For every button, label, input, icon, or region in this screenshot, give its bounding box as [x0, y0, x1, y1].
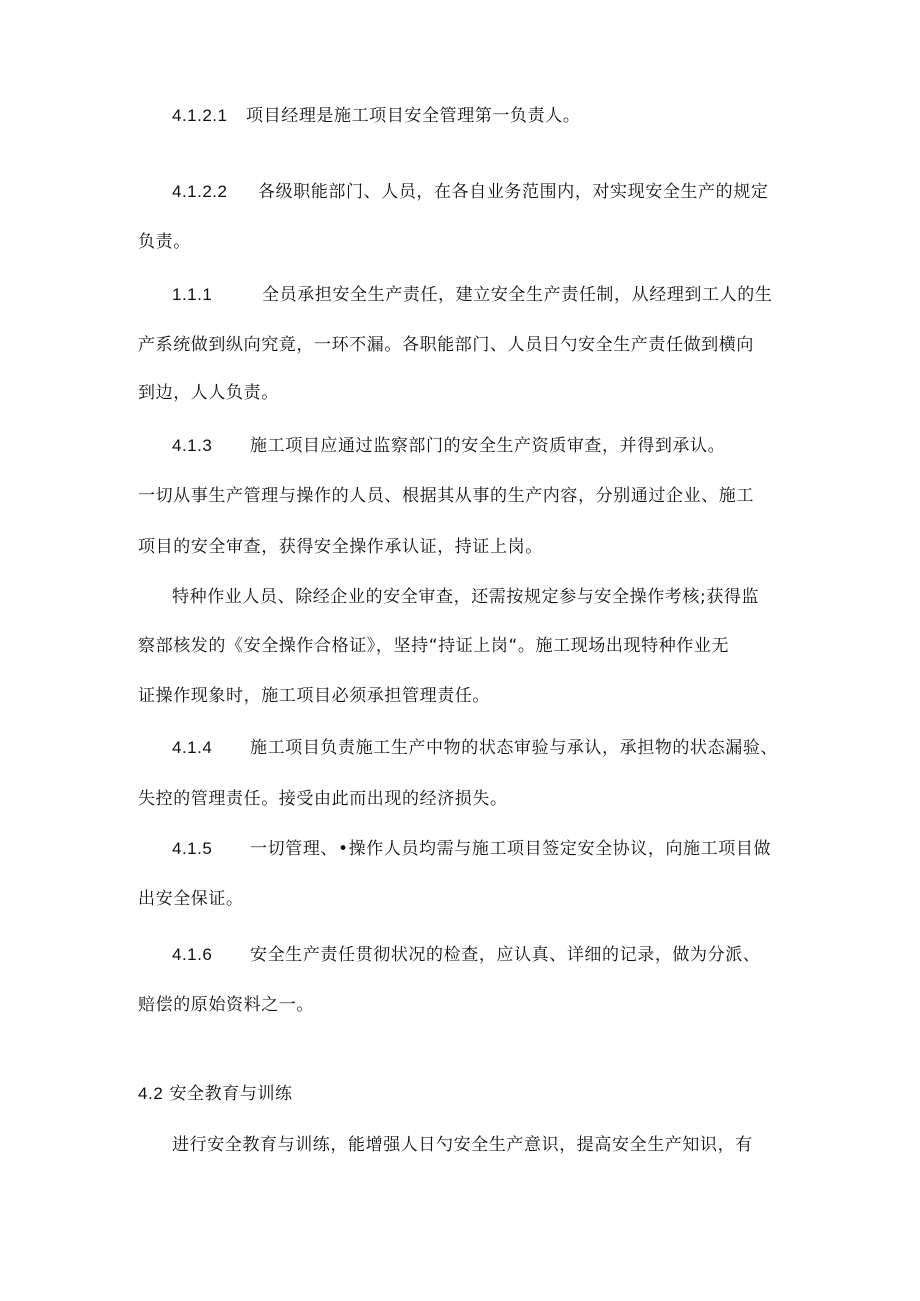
clause-number: 4.1.4 [172, 738, 213, 757]
clause-1-1-1 [172, 283, 772, 307]
clause-number: 4.1.2.1 [172, 106, 228, 125]
clause-text: 安全生产责任贯彻状况的检查，应认真、详细的记录，做为分派、 [250, 945, 761, 965]
clause-text: 项目经理是施工项目安全管理第一负责人。 [246, 106, 581, 126]
clause-4-1-5 [172, 837, 771, 861]
clause-4-1-3 [172, 434, 725, 458]
clause-4-1-2-2 [172, 180, 768, 204]
clause-text: 全员承担安全生产责任，建立安全生产责任制，从经理到工人的生 [262, 285, 773, 305]
clause-number: 4.1.2.2 [172, 182, 228, 201]
paragraph-line: 一切从事生产管理与操作的人员、根据其从事的生产内容，分别通过企业、施工 [138, 486, 754, 506]
paragraph-line: 进行安全教育与训练，能增强人日勺安全生产意识，提高安全生产知识，有 [172, 1135, 753, 1155]
clause-text: 施工项目负责施工生产中物的状态审验与承认，承担物的状态漏验、 [250, 738, 779, 758]
clause-4-1-2-1 [172, 104, 580, 128]
clause-number: 4.1.3 [172, 436, 213, 455]
section-heading-4-2 [138, 1082, 293, 1106]
clause-text-continuation: 出安全保证。 [138, 889, 244, 909]
paragraph-line: 特种作业人员、除经企业的安全审查，还需按规定参与安全操作考核;获得监 [172, 587, 760, 607]
paragraph-line: 察部核发的《安全操作合格证》，坚持“持证上岗“。施工现场出现特种作业无 [138, 636, 730, 656]
clause-text: 一切管理、•操作人员均需与施工项目签定安全协议，向施工项目做 [250, 839, 772, 859]
clause-number: 4.1.5 [172, 839, 213, 858]
clause-text: 施工项目应通过监察部门的安全生产资质审查，并得到承认。 [250, 436, 726, 456]
section-title: 安全教育与训练 [169, 1084, 293, 1104]
clause-text-continuation: 赔偿的原始资料之一。 [138, 995, 314, 1015]
clause-text-continuation: 产系统做到纵向究竟，一环不漏。各职能部门、人员日勺安全生产责任做到横向 [138, 335, 754, 355]
clause-number: 4.1.6 [172, 945, 213, 964]
clause-number: 1.1.1 [172, 285, 213, 304]
clause-text-continuation: 失控的管理责任。接受由此而出现的经济损失。 [138, 789, 508, 809]
clause-4-1-4 [172, 736, 778, 760]
paragraph-line: 证操作现象时，施工项目必须承担管理责任。 [138, 686, 490, 706]
clause-text: 各级职能部门、人员，在各自业务范围内，对实现安全生产的规定 [258, 182, 769, 202]
clause-text-continuation: 到边，人人负责。 [138, 383, 279, 403]
clause-text-continuation: 负责。 [138, 232, 191, 252]
section-number: 4.2 [138, 1084, 164, 1103]
paragraph-line: 项目的安全审查，获得安全操作承认证，持证上岗。 [138, 537, 543, 557]
clause-4-1-6 [172, 943, 760, 967]
